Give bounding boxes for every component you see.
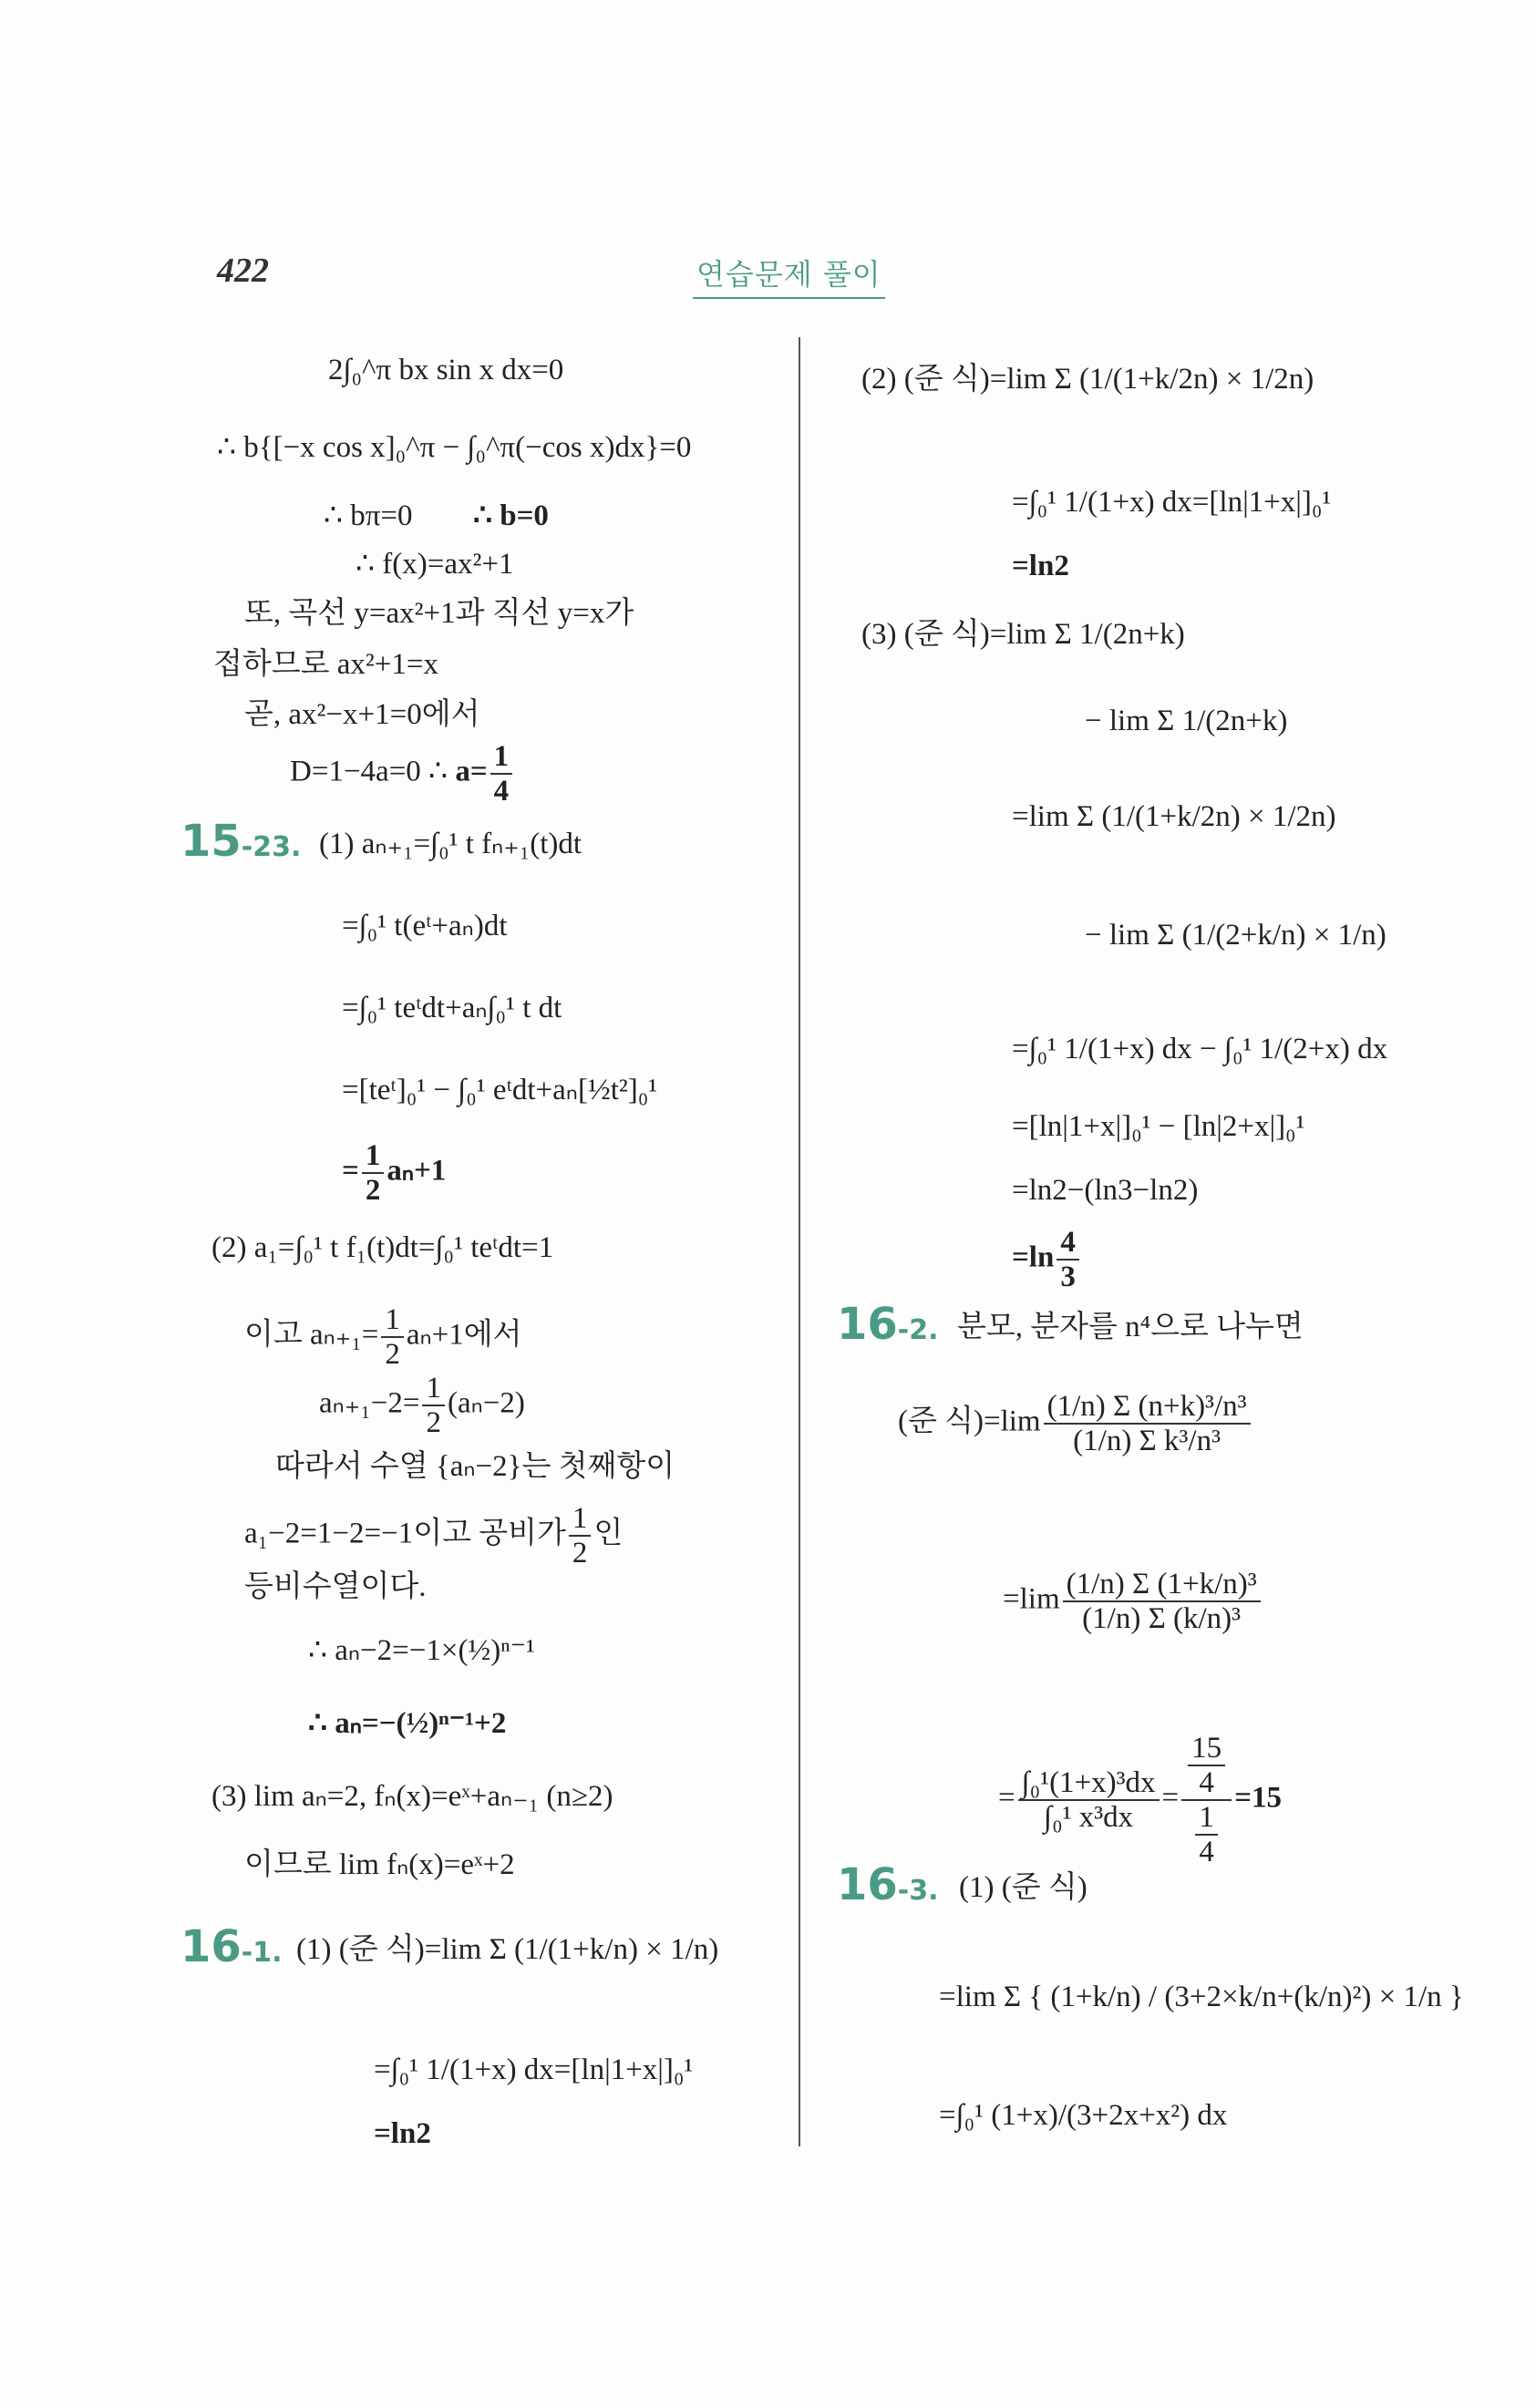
eq-line bbox=[244, 1303, 522, 1371]
eq-line: ∴ b{[−x cos x]₀^π − ∫₀^π(−cos x)dx}=0 bbox=[217, 431, 692, 464]
eq-line: = $\frac{\text{∫₀¹(1+x)³dx}}{\text{∫₀¹ x³dx}}$ = $\frac{\frac{15}{4}}{\frac{1}{4}}$ =15 bbox=[998, 1732, 1282, 1868]
eq-line: =lim Σ { (1+k/n) / (3+2×k/n+(k/n)²) × 1/n } bbox=[939, 1981, 1464, 2013]
numerator: ∫₀¹(1+x)³dx bbox=[1018, 1766, 1160, 1801]
problem-number-main: 15 bbox=[180, 816, 242, 867]
page-number: 422 bbox=[217, 252, 269, 290]
eq-line: (2) a₁=∫₀¹ t f₁(t)dt=∫₀¹ teᵗdt=1 bbox=[211, 1231, 554, 1264]
fraction bbox=[490, 740, 513, 808]
numerator: 15 bbox=[1188, 1732, 1225, 1766]
fraction bbox=[422, 1372, 445, 1439]
denominator bbox=[1181, 1801, 1232, 1868]
problem-number-main: 16 bbox=[180, 1921, 242, 1972]
text-line: 곧, ax²−x+1=0에서 bbox=[244, 698, 480, 731]
problem-number-sub: -23. bbox=[241, 831, 302, 863]
numerator: 1 bbox=[422, 1372, 445, 1406]
column-divider bbox=[799, 337, 800, 2146]
fraction bbox=[1057, 1226, 1079, 1293]
eq-line: = $\frac{1}{2}$ aₙ+1 bbox=[342, 1139, 447, 1207]
eq-line: =∫₀¹ 1/(1+x) dx − ∫₀¹ 1/(2+x) dx bbox=[1012, 1033, 1388, 1065]
fraction bbox=[1063, 1568, 1261, 1635]
eq-line: =ln2 bbox=[374, 2117, 431, 2150]
numerator: 1 bbox=[1195, 1801, 1218, 1836]
eq-line: =ln2 bbox=[1012, 550, 1069, 582]
eq-part: ∴ b=0 bbox=[473, 499, 549, 532]
eq-line bbox=[1003, 1568, 1263, 1635]
text-line bbox=[244, 1502, 623, 1569]
denominator: 4 bbox=[493, 775, 510, 808]
numerator: 4 bbox=[1057, 1226, 1079, 1261]
fraction bbox=[1044, 1390, 1251, 1457]
eq-part: D=1−4a=0 ∴ bbox=[290, 755, 448, 788]
denominator: 2 bbox=[426, 1406, 441, 1439]
eq-line: ∴ aₙ−2=−1×(½)ⁿ⁻¹ bbox=[308, 1634, 535, 1667]
denominator: ∫₀¹ x³dx bbox=[1044, 1801, 1134, 1834]
eq-line: (3) lim aₙ=2, fₙ(x)=eˣ+aₙ₋₁ (n≥2) bbox=[211, 1780, 613, 1813]
eq-part: (준 식)=lim bbox=[898, 1405, 1041, 1438]
denominator: 4 bbox=[1199, 1836, 1214, 1868]
numerator: 1 bbox=[381, 1303, 404, 1338]
denominator: (1/n) Σ k³/n³ bbox=[1073, 1425, 1221, 1457]
eq-part: aₙ₊₁−2= bbox=[319, 1386, 420, 1420]
problem-number-sub: -3. bbox=[897, 1875, 939, 1907]
numerator: (1/n) Σ (1+k/n)³ bbox=[1063, 1568, 1261, 1602]
eq-line: ∴ aₙ=−(½)ⁿ⁻¹+2 bbox=[308, 1707, 507, 1740]
eq-line bbox=[319, 1372, 525, 1439]
eq-line: (2) (준 식)=lim Σ (1/(1+k/2n) × 1/2n) bbox=[861, 363, 1314, 396]
eq-part: 이고 aₙ₊₁= bbox=[244, 1318, 379, 1352]
eq-line: =[teᵗ]₀¹ − ∫₀¹ eᵗdt+aₙ[½t²]₀¹ bbox=[342, 1074, 658, 1106]
eq-line: =∫₀¹ t(eᵗ+aₙ)dt bbox=[342, 910, 508, 942]
eq-line bbox=[324, 497, 549, 535]
problem-number bbox=[180, 1921, 283, 1979]
numerator: 1 bbox=[490, 740, 513, 775]
eq-part: a= bbox=[455, 755, 488, 788]
text-line: 또, 곡선 y=ax²+1과 직선 y=x가 bbox=[244, 597, 634, 630]
eq-line: =∫₀¹ teᵗdt+aₙ∫₀¹ t dt bbox=[342, 992, 562, 1024]
denominator: 3 bbox=[1060, 1261, 1076, 1293]
problem-number-main: 16 bbox=[837, 1299, 898, 1350]
eq-line: 이므로 lim fₙ(x)=eˣ+2 bbox=[244, 1848, 515, 1881]
eq-line: =lim Σ (1/(1+k/2n) × 1/2n) bbox=[1012, 800, 1336, 833]
eq-line: ∴ f(x)=ax²+1 bbox=[356, 548, 514, 581]
text-line: 등비수열이다. bbox=[244, 1570, 427, 1603]
eq-line: =∫₀¹ 1/(1+x) dx=[ln|1+x|]₀¹ bbox=[374, 2053, 694, 2086]
eq-part: =lim bbox=[1003, 1582, 1060, 1616]
fraction bbox=[1181, 1732, 1232, 1868]
numerator: 1 bbox=[362, 1139, 385, 1174]
numerator bbox=[1181, 1732, 1232, 1801]
eq-line: =ln2−(ln3−ln2) bbox=[1012, 1174, 1199, 1207]
eq-line: (1) aₙ₊₁=∫₀¹ t fₙ₊₁(t)dt bbox=[319, 828, 582, 860]
denominator: 2 bbox=[365, 1174, 381, 1207]
fraction bbox=[569, 1502, 592, 1569]
eq-line: =[ln|1+x|]₀¹ − [ln|2+x|]₀¹ bbox=[1012, 1110, 1305, 1143]
eq-line bbox=[1012, 1226, 1082, 1293]
text-line: (1) (준 식) bbox=[959, 1871, 1088, 1904]
text-line: 따라서 수열 {aₙ−2}는 첫째항이 bbox=[275, 1450, 675, 1483]
denominator: 2 bbox=[572, 1537, 588, 1569]
numerator: (1/n) Σ (n+k)³/n³ bbox=[1044, 1390, 1251, 1425]
fraction bbox=[1018, 1766, 1160, 1834]
eq-line: =∫₀¹ (1+x)/(3+2x+x²) dx bbox=[939, 2099, 1228, 2132]
problem-number bbox=[837, 1299, 939, 1356]
eq-part: ∴ bπ=0 bbox=[324, 499, 413, 532]
running-title: 연습문제 풀이 bbox=[693, 252, 885, 299]
denominator: 2 bbox=[385, 1338, 400, 1371]
problem-number-sub: -2. bbox=[897, 1314, 939, 1346]
problem-number-main: 16 bbox=[837, 1859, 898, 1910]
text-line: 접하므로 ax²+1=x bbox=[213, 648, 439, 681]
eq-line: =∫₀¹ 1/(1+x) dx=[ln|1+x|]₀¹ bbox=[1012, 486, 1332, 519]
eq-part: (aₙ−2) bbox=[447, 1386, 525, 1420]
eq-part: =ln bbox=[1012, 1240, 1055, 1274]
problem-number bbox=[180, 816, 301, 873]
problem-number-sub: -1. bbox=[241, 1937, 283, 1969]
fraction bbox=[1188, 1732, 1225, 1799]
fraction bbox=[381, 1303, 404, 1371]
text-line: 분모, 분자를 n⁴으로 나누면 bbox=[957, 1311, 1304, 1343]
denominator: (1/n) Σ (k/n)³ bbox=[1082, 1602, 1242, 1635]
eq-line: (3) (준 식)=lim Σ 1/(2n+k) bbox=[861, 618, 1185, 651]
eq-part: a₁−2=1−2=−1이고 공비가 bbox=[244, 1517, 566, 1550]
eq-line: (1) (준 식)=lim Σ (1/(1+k/n) × 1/n) bbox=[296, 1933, 719, 1966]
eq-part: 인 bbox=[593, 1517, 624, 1550]
eq-part: aₙ+1에서 bbox=[406, 1318, 522, 1352]
fraction bbox=[362, 1139, 385, 1207]
problem-number bbox=[837, 1859, 939, 1917]
eq-line: − lim Σ (1/(2+k/n) × 1/n) bbox=[1085, 919, 1387, 952]
eq-part: aₙ+1 bbox=[387, 1154, 447, 1188]
numerator: 1 bbox=[569, 1502, 592, 1537]
eq-line bbox=[898, 1390, 1253, 1457]
fraction bbox=[1195, 1801, 1218, 1868]
eq-line: − lim Σ 1/(2n+k) bbox=[1085, 705, 1288, 737]
eq-part: =15 bbox=[1234, 1781, 1282, 1815]
eq-line: 2∫₀^π bx sin x dx=0 bbox=[328, 354, 564, 386]
eq-line bbox=[290, 740, 515, 808]
denominator: 4 bbox=[1199, 1766, 1214, 1799]
